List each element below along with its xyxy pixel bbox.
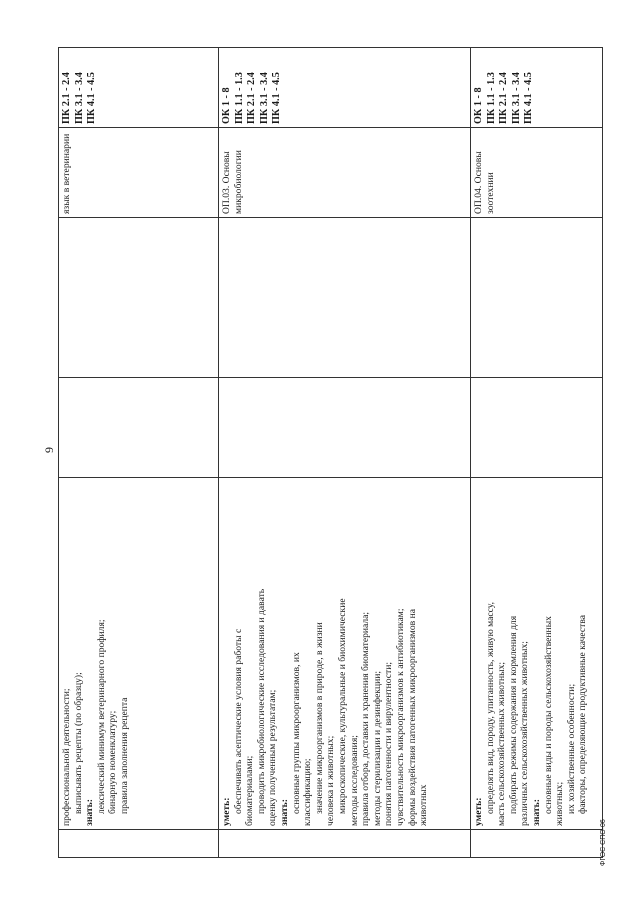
- requirement-line: их хозяйственные особенности;: [565, 683, 577, 814]
- requirement-line: выписывать рецепты (по образцу);: [72, 672, 84, 814]
- competency-code: ПК 4.1 - 4.5: [271, 72, 282, 124]
- discipline-name: ОП.03. Основы микробиологии: [221, 150, 244, 214]
- section-label: уметь:: [473, 797, 484, 826]
- section-label: знать:: [278, 799, 290, 826]
- curriculum-table: [58, 47, 603, 858]
- hours-max-cell: [219, 378, 471, 478]
- index-cell: [471, 830, 603, 858]
- requirement-line: животных;: [554, 781, 566, 826]
- hours-max-cell: [59, 378, 219, 478]
- discipline-name: ОП.04. Основы зоотехнии: [473, 151, 496, 214]
- competency-code: ПК 2.1 - 2.4: [498, 72, 509, 124]
- section-label: уметь:: [221, 797, 232, 826]
- requirement-line: факторы, определяющие продуктивные качества: [577, 614, 589, 814]
- requirement-line: основные виды и породы сельскохозяйственных: [542, 616, 554, 814]
- requirement-line: лексический минимум ветеринарного профиля;: [95, 619, 107, 814]
- requirement-line: оценку полученным результатам;: [267, 689, 279, 826]
- requirement-line: основные группы микроорганизмов, их: [290, 652, 302, 814]
- requirements-cell: [471, 478, 603, 830]
- competency-code: ПК 2.1 - 2.4: [246, 72, 257, 124]
- requirement-line: правила заполнения рецепта: [118, 697, 130, 814]
- requirement-line: методы исследования;: [348, 735, 360, 826]
- requirement-line: животных: [418, 784, 430, 826]
- requirement-line: классификацию;: [302, 758, 314, 826]
- competencies-cell: [471, 48, 603, 128]
- section-label: знать:: [84, 799, 96, 826]
- requirement-line: биоматериалами;: [244, 755, 256, 826]
- rotated-page: [40, 30, 610, 870]
- requirement-line: методы стерилизации и дезинфекции;: [371, 670, 383, 826]
- hours-required-cell: [471, 218, 603, 378]
- competency-code: ОК 1 - 8: [473, 87, 484, 124]
- requirement-line: подбирать режимы содержания и кормления для: [507, 615, 519, 814]
- competency-code: ОК 1 - 8: [221, 87, 232, 124]
- hours-required-cell: [219, 218, 471, 378]
- table-row: [59, 48, 219, 858]
- competency-code: ПК 4.1 - 4.5: [523, 72, 534, 124]
- requirement-line: масть сельскохозяйственных животных;: [496, 661, 508, 826]
- competencies-cell: [219, 48, 471, 128]
- competency-code: ПК 3.1 - 3.4: [510, 72, 522, 124]
- requirement-line: проводить микробиологические исследования и давать: [255, 588, 267, 814]
- page-number: 9: [42, 447, 56, 453]
- requirement-line: понятия патогенности и вирулентности;: [383, 661, 395, 826]
- index-cell: [59, 830, 219, 858]
- requirement-line: обеспечивать асептические условия работы с: [232, 628, 244, 814]
- competency-code: ПК 1.1 - 1.3: [233, 72, 245, 124]
- competency-code: ПК 2.1 - 2.4: [61, 72, 72, 124]
- hours-required-cell: [59, 218, 219, 378]
- requirements-cell: [59, 478, 219, 830]
- requirement-line: профессиональной деятельности;: [61, 688, 72, 826]
- discipline-cell: [471, 128, 603, 218]
- competency-code: ПК 3.1 - 3.4: [258, 72, 270, 124]
- requirement-line: чувствительность микроорганизмов к антибиотикам;: [394, 608, 406, 826]
- requirements-cell: [219, 478, 471, 830]
- discipline-name: язык в ветеринарии: [61, 133, 72, 214]
- competency-code: ПК 1.1 - 1.3: [485, 72, 497, 124]
- requirement-line: микроскопические, культуральные и биохимические: [336, 598, 348, 814]
- requirement-line: формы воздействия патогенных микроорганизмов на: [406, 609, 418, 826]
- hours-max-cell: [471, 378, 603, 478]
- requirement-line: бинарную номенклатуру;: [107, 710, 119, 814]
- discipline-cell: [219, 128, 471, 218]
- requirement-line: человека и животных;: [325, 735, 337, 826]
- requirement-line: правила отбора, доставки и хранения биоматериала;: [360, 611, 372, 826]
- section-label: знать:: [530, 799, 542, 826]
- table-row: [471, 48, 603, 858]
- competencies-cell: [59, 48, 219, 128]
- requirement-line: определять вид, породу, упитанность, живую массу,: [484, 601, 496, 814]
- index-cell: [219, 830, 471, 858]
- requirement-line: различных сельскохозяйственных животных;: [519, 641, 531, 826]
- competency-code: ПК 4.1 - 4.5: [86, 72, 97, 124]
- competency-code: ПК 3.1 - 3.4: [73, 72, 85, 124]
- table-row: [219, 48, 471, 858]
- discipline-cell: [59, 128, 219, 218]
- requirement-line: значение микроорганизмов в природе, в жизни: [313, 622, 325, 814]
- document-code: ФГОС СПО-06: [600, 819, 607, 866]
